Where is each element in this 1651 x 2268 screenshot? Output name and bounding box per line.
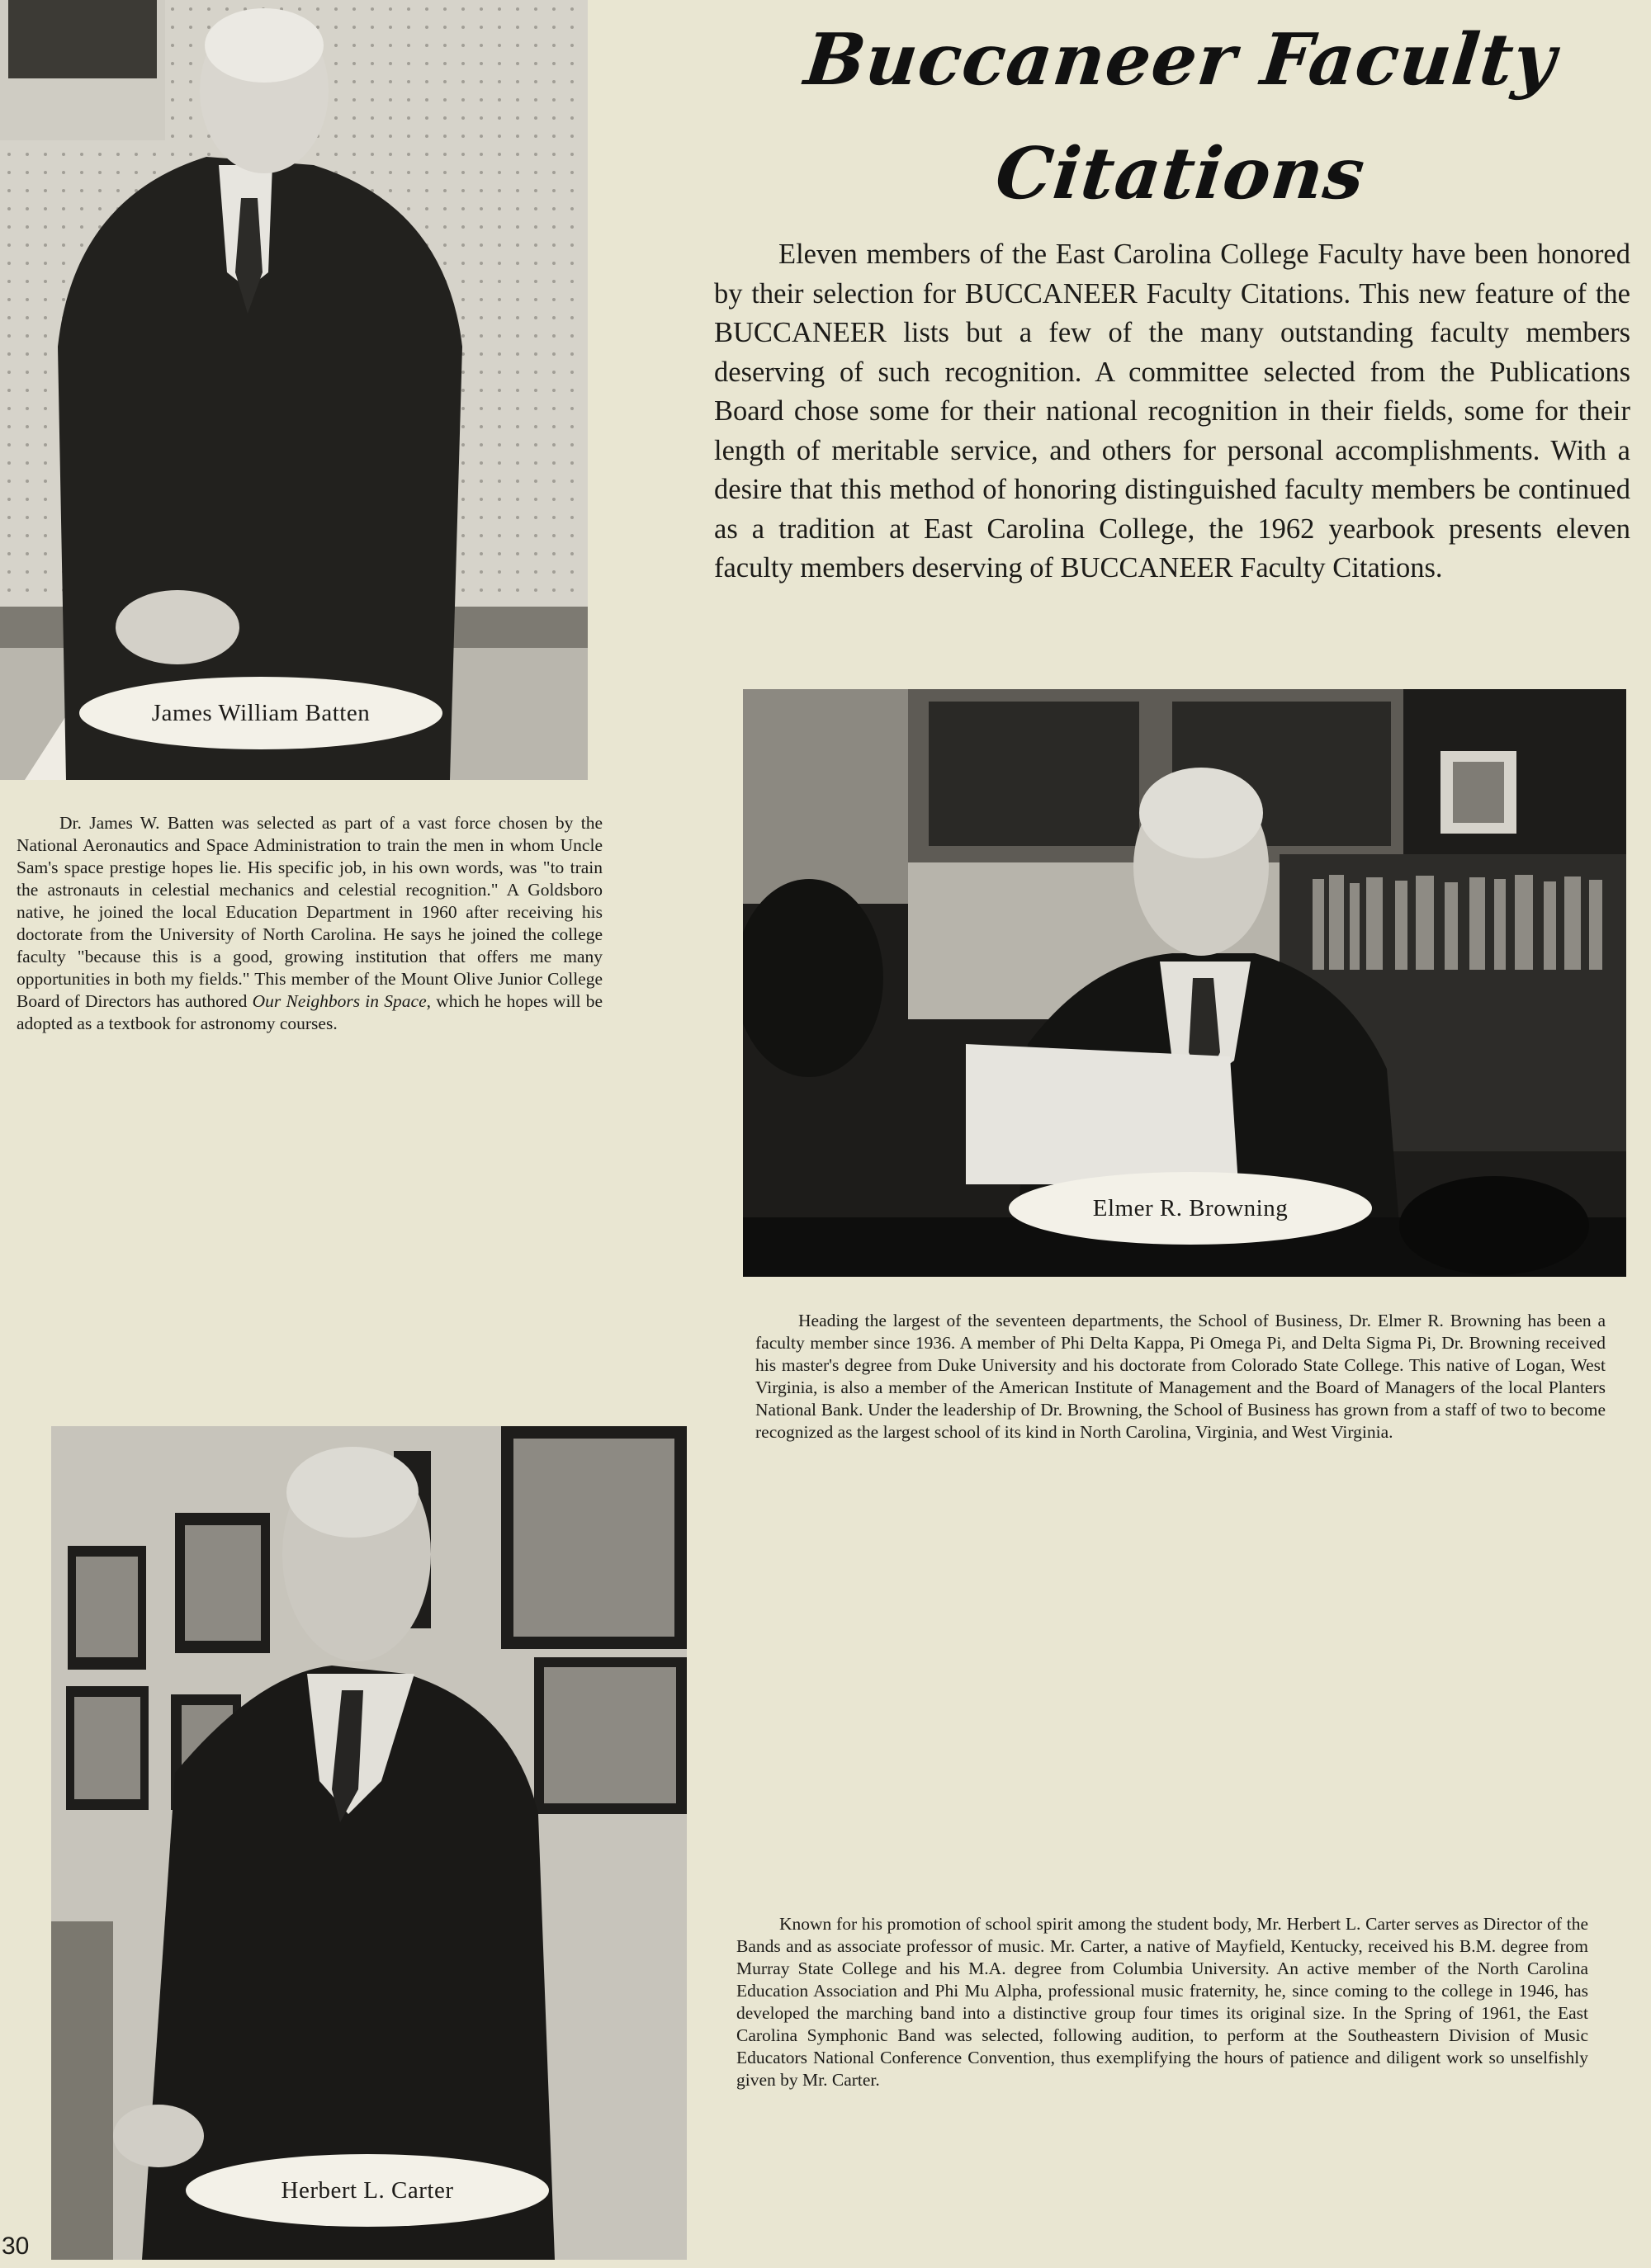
- batten-photo: [0, 0, 588, 780]
- batten-bio-end: , which he hopes will be adopted as a textbook for astronomy courses.: [17, 991, 603, 1033]
- browning-name-caption: Elmer R. Browning: [1009, 1172, 1372, 1245]
- page-title-line-1: Buccaneer Faculty: [801, 18, 1560, 102]
- carter-name-caption: Herbert L. Carter: [186, 2154, 549, 2227]
- page-number: 30: [2, 2233, 30, 2260]
- batten-photo-image: [0, 0, 588, 780]
- carter-photo-image: [51, 1426, 687, 2260]
- batten-bio-text: Dr. James W. Batten was selected as part of a vast force chosen by the National Aeronautics and Space Administration to train the men in whom Uncle Sam's space prestige hopes lie. His specific job, in his own words, was "to train the astronauts in celestial mechanics and celestial recognition." A Goldsboro native, he joined the local Education Department in 1960 after receiving his doctorate from the University of North Carolina. He says he joined the college faculty "because this is a good, growing institution that offers me many opportunities in both my fields." This member of the Mount Olive Junior College Board of Directors has authored: [17, 813, 603, 1011]
- batten-book-title: Our Neighbors in Space: [252, 991, 427, 1011]
- intro-paragraph: Eleven members of the East Carolina College Faculty have been honored by their selection for BUCCANEER Faculty Citations. This new feature of the BUCCANEER lists but a few of the many outstanding faculty members deserving of such recognition. A committee selected from the Publications Board chose some for their national recognition in their fields, some for their length of meritable service, and others for personal accomplishments. With a desire that this method of honoring distinguished faculty members be continued as a tradition at East Carolina College, the 1962 yearbook presents eleven faculty members deserving of BUCCANEER Faculty Citations.: [714, 239, 1630, 584]
- carter-photo: [51, 1426, 687, 2260]
- batten-bio: [17, 812, 603, 1035]
- page-title-line-2: Citations: [991, 132, 1370, 215]
- batten-name-caption: James William Batten: [79, 677, 442, 749]
- browning-bio: Heading the largest of the seventeen departments, the School of Business, Dr. Elmer R. Browning has been a faculty member since 1936. A member of Phi Delta Kappa, Pi Omega Pi, and Delta Sigma Pi, Dr. Browning received his master's degree from Duke University and his doctorate from Colorado State College. This native of Logan, West Virginia, is also a member of the American Institute of Management and the Board of Managers of the local Planters National Bank. Under the leadership of Dr. Browning, the School of Business has grown from a staff of two to become recognized as the largest school of its kind in North Carolina, Virginia, and West Virginia.: [755, 1311, 1606, 1442]
- carter-bio: Known for his promotion of school spirit among the student body, Mr. Herbert L. Carter serves as Director of the Bands and as associate professor of music. Mr. Carter, a native of Mayfield, Kentucky, received his B.M. degree from Murray State College and his M.A. degree from Columbia University. An active member of the North Carolina Education Association and Phi Mu Alpha, professional music fraternity, he, since coming to the college in 1946, has developed the marching band into a distinctive group four times its original size. In the Spring of 1961, the East Carolina Symphonic Band was selected, following audition, to perform at the Southeastern Division of Music Educators National Conference Convention, thus exemplifying the hours of patience and diligent work so unselfishly given by Mr. Carter.: [736, 1914, 1588, 2090]
